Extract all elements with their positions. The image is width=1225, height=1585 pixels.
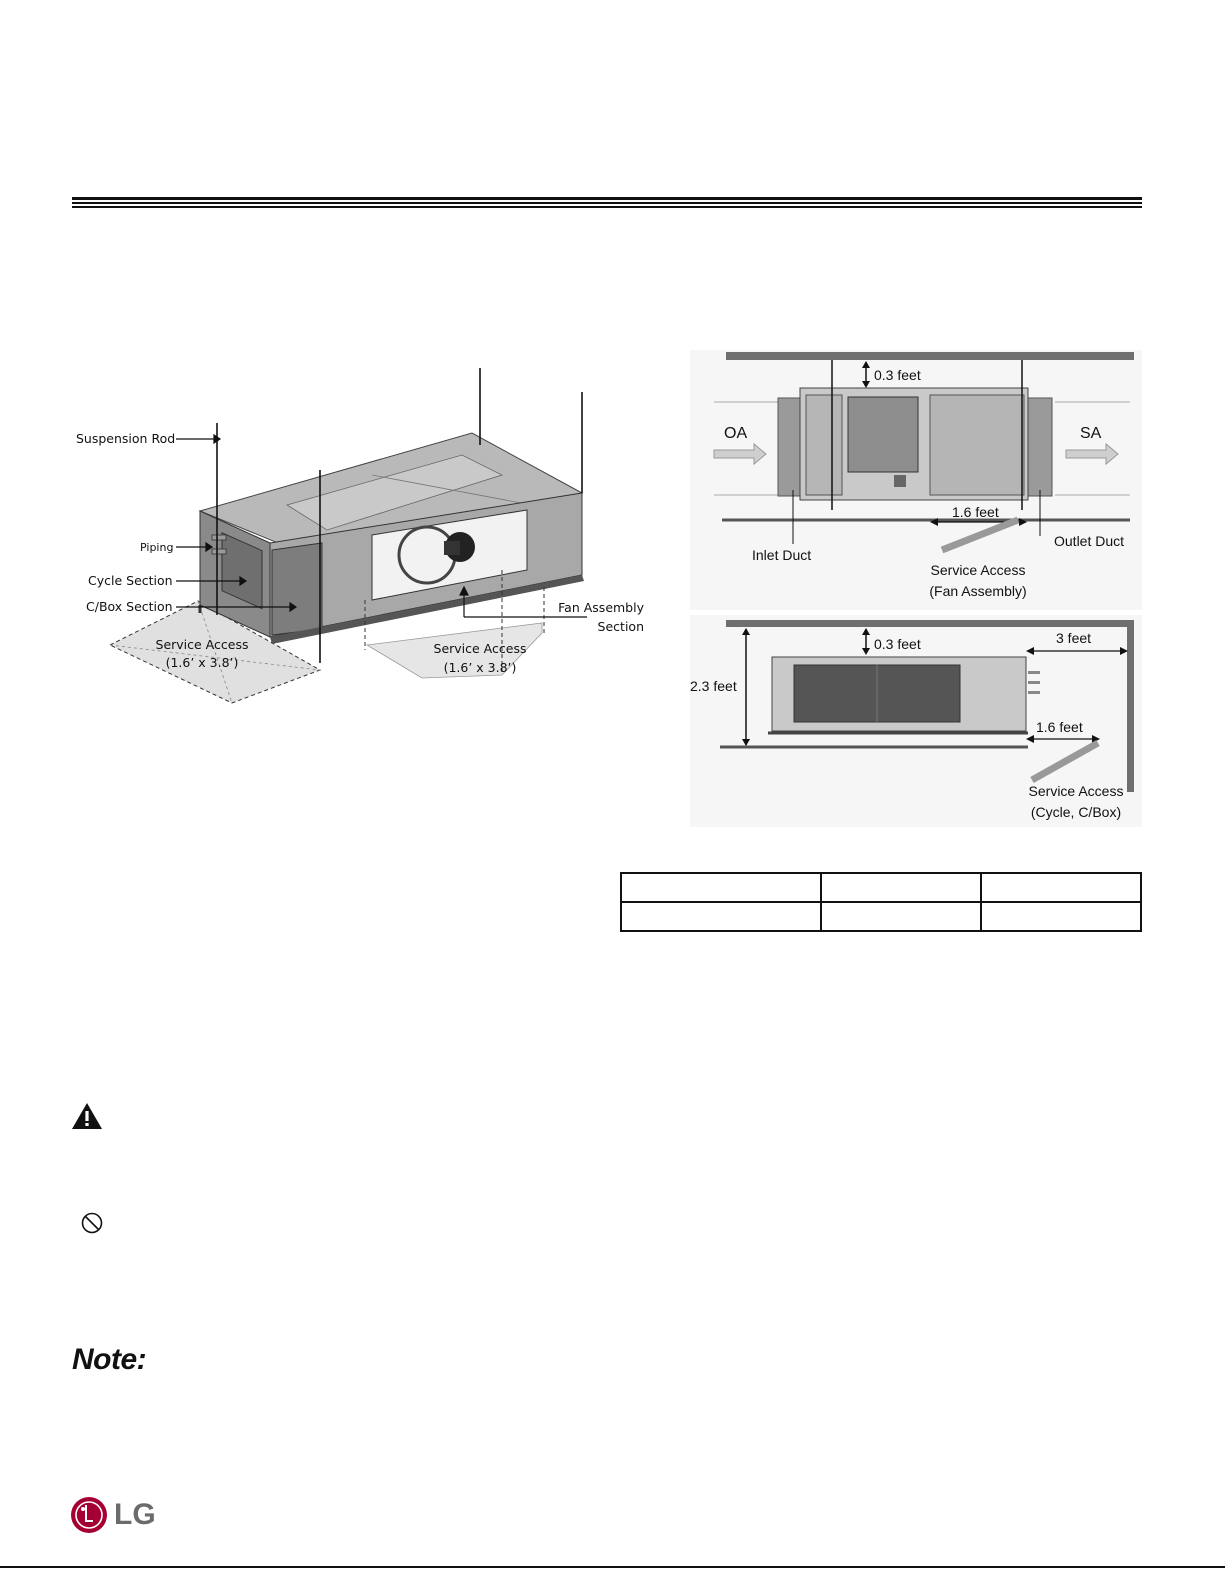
- label-cycle-section: Cycle Section: [88, 573, 173, 588]
- top-view-service-access-note: (Fan Assembly): [929, 583, 1027, 599]
- top-view-figure: [690, 350, 1142, 610]
- table-row: [621, 873, 1141, 902]
- top-view-sa: SA: [1080, 425, 1102, 442]
- table-row: [621, 902, 1141, 931]
- top-view-service-width: 1.6 feet: [952, 504, 999, 520]
- table-cell: [821, 902, 981, 931]
- top-view-clearance: 0.3 feet: [874, 367, 921, 383]
- lg-logo-icon: [70, 1496, 108, 1534]
- label-fan-assembly: Fan Assembly: [558, 600, 644, 615]
- side-view-service-access: Service Access: [1028, 783, 1124, 799]
- table-cell: [821, 873, 981, 902]
- table-cell: [621, 873, 821, 902]
- top-view-outlet-duct: Outlet Duct: [1054, 533, 1125, 549]
- header-rule-top: [72, 197, 1142, 200]
- isometric-unit-figure: [72, 365, 652, 705]
- label-service-access-left-size: (1.6’ x 3.8’): [165, 655, 239, 670]
- side-view-service-access-note: (Cycle, C/Box): [1030, 804, 1122, 820]
- table-cell: [981, 902, 1141, 931]
- label-service-access-center: Service Access: [433, 641, 527, 656]
- table-cell: [621, 902, 821, 931]
- table-cell: [981, 873, 1141, 902]
- brand-logo-text: LG: [114, 1498, 156, 1531]
- side-view-clearance: 0.3 feet: [874, 636, 921, 652]
- footer-rule: [0, 1566, 1225, 1568]
- label-service-access-center-size: (1.6’ x 3.8’): [443, 660, 517, 675]
- prohibited-icon: [80, 1211, 104, 1235]
- side-view-service-width: 1.6 feet: [1036, 719, 1083, 735]
- label-cbox-section: C/Box Section: [86, 599, 173, 614]
- header-rule-bottom: [72, 206, 1142, 208]
- top-view-inlet-duct: Inlet Duct: [752, 547, 812, 563]
- warning-icon: [71, 1102, 103, 1130]
- side-view-figure: [690, 615, 1142, 827]
- label-piping: Piping: [140, 541, 174, 554]
- label-suspension-rod: Suspension Rod: [76, 431, 176, 446]
- clearance-table: [620, 872, 1142, 932]
- label-fan-assembly-section: Section: [597, 619, 644, 634]
- header-rule-mid: [72, 202, 1142, 204]
- top-view-oa: OA: [724, 425, 748, 442]
- brand-logo: [70, 1496, 160, 1536]
- note-heading: Note:: [72, 1343, 147, 1376]
- top-view-service-access: Service Access: [930, 562, 1026, 578]
- side-view-height: 2.3 feet: [690, 678, 737, 694]
- label-service-access-left: Service Access: [155, 637, 249, 652]
- side-view-side-clearance: 3 feet: [1056, 630, 1092, 646]
